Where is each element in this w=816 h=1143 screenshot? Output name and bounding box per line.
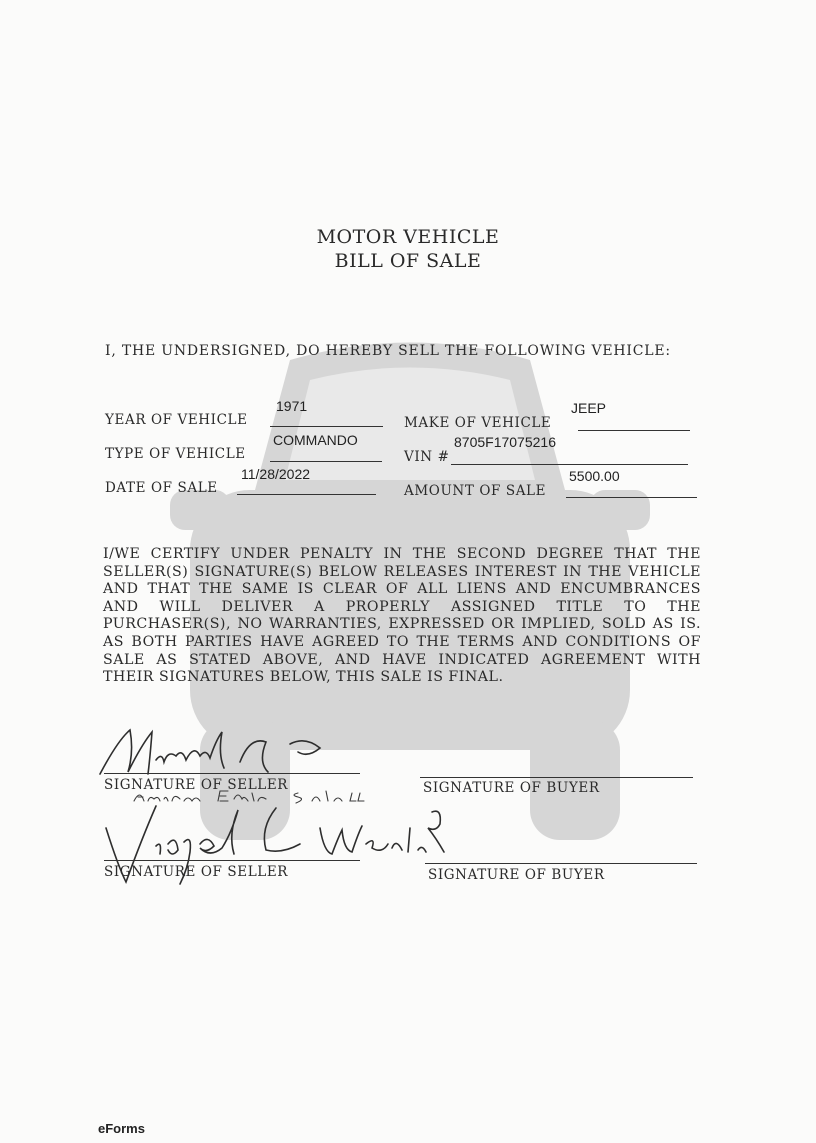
document-title-line-2: BILL OF SALE <box>334 250 482 272</box>
seller-1-label: SIGNATURE OF SELLER <box>104 777 289 793</box>
seller-2-label: SIGNATURE OF SELLER <box>104 864 289 880</box>
buyer-2-label: SIGNATURE OF BUYER <box>428 867 605 883</box>
date-line <box>237 494 376 495</box>
seller-2-line <box>104 860 360 861</box>
certification-text: I/WE CERTIFY UNDER PENALTY IN THE SECOND DEGREE THAT THE SELLER(S) SIGNATURE(S) BELOW RELEASES INTEREST IN THE VEHICLE AND THAT THE SAME IS CLEAR OF ALL LIENS AND ENCUMBRANCES AND WILL DELIVER A PROPERLY ASSIGNED TITLE TO THE PURCHASER(S), NO WARRANTIES, EXPRESSED OR IMPLIED, SOLD AS IS. AS BOTH PARTIES HAVE AGREED TO THE TERMS AND CONDITIONS OF SALE AS STATED ABOVE, AND HAVE INDICATED AGREEMENT WITH THEIR SIGNATURES BELOW, THIS SALE IS FINAL. <box>103 546 701 686</box>
year-label: YEAR OF VEHICLE <box>105 412 248 428</box>
document-title-line-1: MOTOR VEHICLE <box>316 226 500 248</box>
vin-label: VIN # <box>404 449 450 465</box>
seller-1-signature <box>90 722 330 784</box>
seller-1-line <box>104 773 360 774</box>
date-value: 11/28/2022 <box>241 466 311 482</box>
make-label: MAKE OF VEHICLE <box>404 415 552 431</box>
type-value: COMMANDO <box>273 432 358 448</box>
type-label: TYPE OF VEHICLE <box>105 446 246 462</box>
eforms-footer: eForms <box>98 1121 145 1136</box>
amount-value: 5500.00 <box>569 468 620 484</box>
vin-value: 8705F17075216 <box>454 434 556 450</box>
amount-line <box>566 497 697 498</box>
amount-label: AMOUNT OF SALE <box>404 483 547 499</box>
buyer-1-label: SIGNATURE OF BUYER <box>423 780 600 796</box>
make-value: JEEP <box>571 400 607 416</box>
intro-statement: I, THE UNDERSIGNED, DO HEREBY SELL THE FOLLOWING VEHICLE: <box>105 343 671 359</box>
date-label: DATE OF SALE <box>105 480 218 496</box>
year-value: 1971 <box>276 398 308 414</box>
buyer-1-line <box>420 777 693 778</box>
year-line <box>270 426 383 427</box>
type-line <box>270 461 382 462</box>
buyer-2-line <box>425 863 697 864</box>
vin-line <box>451 464 688 465</box>
make-line <box>578 430 690 431</box>
